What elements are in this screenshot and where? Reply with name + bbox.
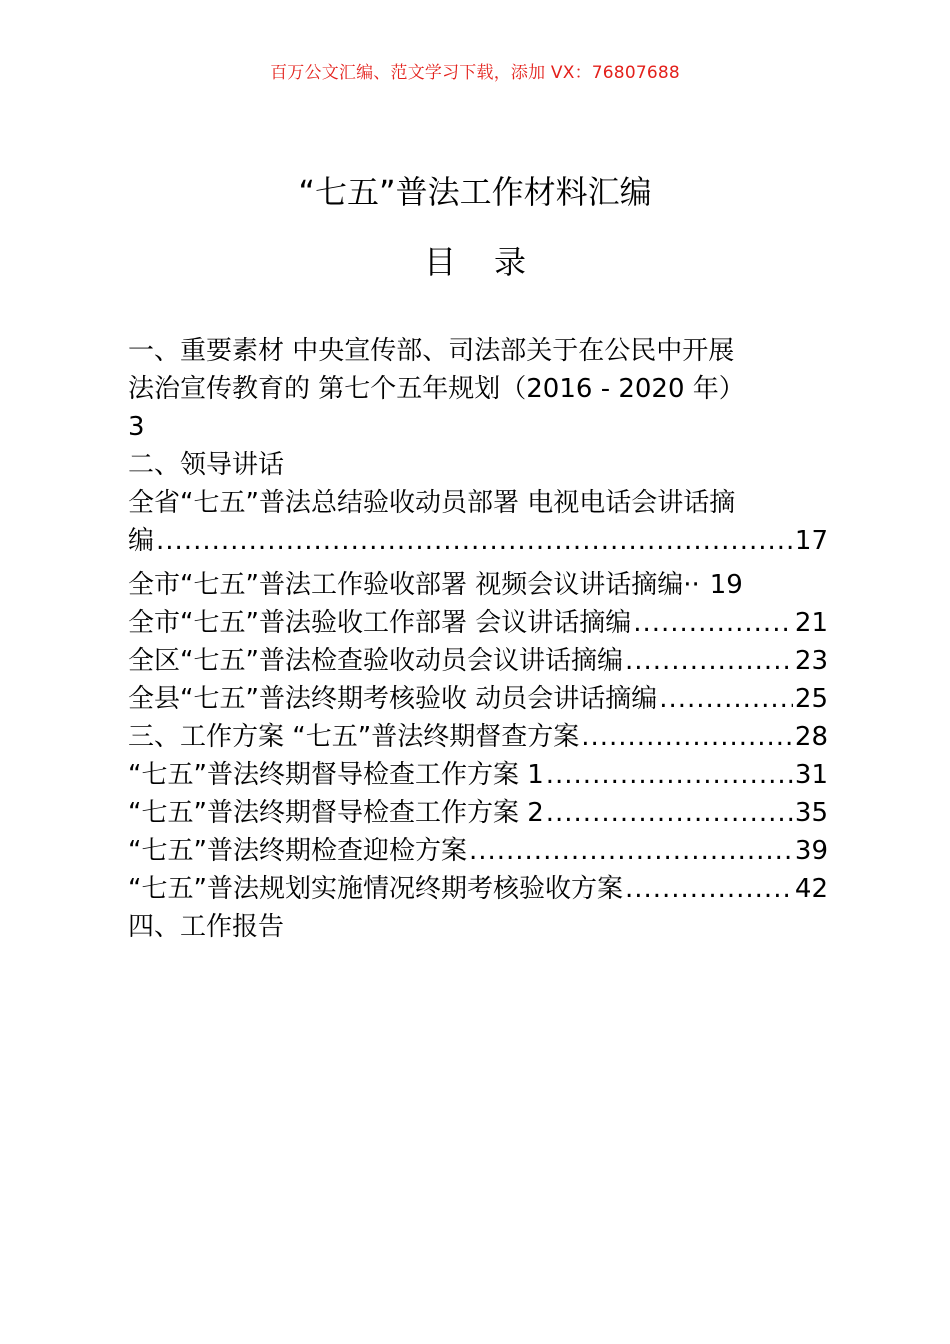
toc-entry-title: 全县“七五”普法终期考核验收 动员会讲话摘编 <box>128 684 658 714</box>
toc-entry-line[interactable]: 全省“七五”普法总结验收动员部署 电视电话会讲话摘 <box>128 488 736 518</box>
toc-entry[interactable] <box>128 756 828 794</box>
document-title: “七五”普法工作材料汇编 <box>298 173 652 211</box>
toc-page-number: 21 <box>794 608 828 638</box>
toc-entry-title: 全市“七五”普法验收工作部署 会议讲话摘编 <box>128 608 632 638</box>
toc-page-number: 35 <box>794 798 828 828</box>
toc-page-number: 17 <box>794 526 828 556</box>
toc-page-number: 25 <box>794 684 828 714</box>
table-of-contents <box>128 332 828 946</box>
toc-entry-title: “七五”普法终期检查迎检方案 <box>128 836 467 866</box>
header-note: 百万公文汇编、范文学习下载，添加 VX：76807688 <box>270 63 680 83</box>
toc-entry-title: 全区“七五”普法检查验收动员会议讲话摘编 <box>128 646 623 676</box>
toc-leader-dots <box>659 680 793 718</box>
toc-entry[interactable] <box>128 794 828 832</box>
toc-leader-dots <box>625 642 793 680</box>
toc-entry[interactable] <box>128 642 828 680</box>
toc-entry-title: “七五”普法终期督导检查工作方案 2 <box>128 798 544 828</box>
toc-leader-dots <box>633 604 793 642</box>
toc-heading-char: 目 <box>423 243 456 281</box>
toc-section-heading: 二、领导讲话 <box>128 450 285 480</box>
toc-heading-char: 录 <box>494 243 527 281</box>
toc-leader-dots <box>546 794 793 832</box>
toc-entry[interactable] <box>128 832 828 870</box>
toc-entry-title: “七五”普法终期督导检查工作方案 1 <box>128 760 544 790</box>
toc-entry[interactable] <box>128 522 828 560</box>
toc-section-heading: 四、工作报告 <box>128 912 285 942</box>
toc-entry-line[interactable]: 一、重要素材 中央宣传部、司法部关于在公民中开展 <box>128 336 735 366</box>
toc-entry[interactable] <box>128 604 828 642</box>
toc-leader-dots <box>546 756 793 794</box>
toc-entry-line[interactable]: 法治宣传教育的 第七个五年规划（2016 - 2020 年） <box>128 374 745 404</box>
toc-entry[interactable] <box>128 870 828 908</box>
toc-entry-title: 三、工作方案 “七五”普法终期督查方案 <box>128 722 580 752</box>
toc-entry[interactable] <box>128 680 828 718</box>
toc-leader-dots <box>581 718 793 756</box>
toc-page-number: 23 <box>794 646 828 676</box>
toc-leader-dots <box>156 522 793 560</box>
toc-page-number: 19 <box>709 570 743 600</box>
toc-page-number: 42 <box>794 874 828 904</box>
toc-entry-title: “七五”普法规划实施情况终期考核验收方案 <box>128 874 623 904</box>
toc-page-number: 31 <box>794 760 828 790</box>
toc-page-number: 28 <box>794 722 828 752</box>
toc-leader-dots <box>625 870 793 908</box>
toc-page-number: 39 <box>794 836 828 866</box>
toc-page-number[interactable]: 3 <box>128 412 145 442</box>
toc-leader-dots <box>469 832 793 870</box>
toc-entry[interactable] <box>128 566 828 604</box>
toc-heading <box>0 240 950 284</box>
toc-entry[interactable] <box>128 718 828 756</box>
toc-entry-title: 编 <box>128 526 155 556</box>
toc-entry-title: 全市“七五”普法工作验收部署 视频会议讲话摘编·· <box>128 570 700 600</box>
